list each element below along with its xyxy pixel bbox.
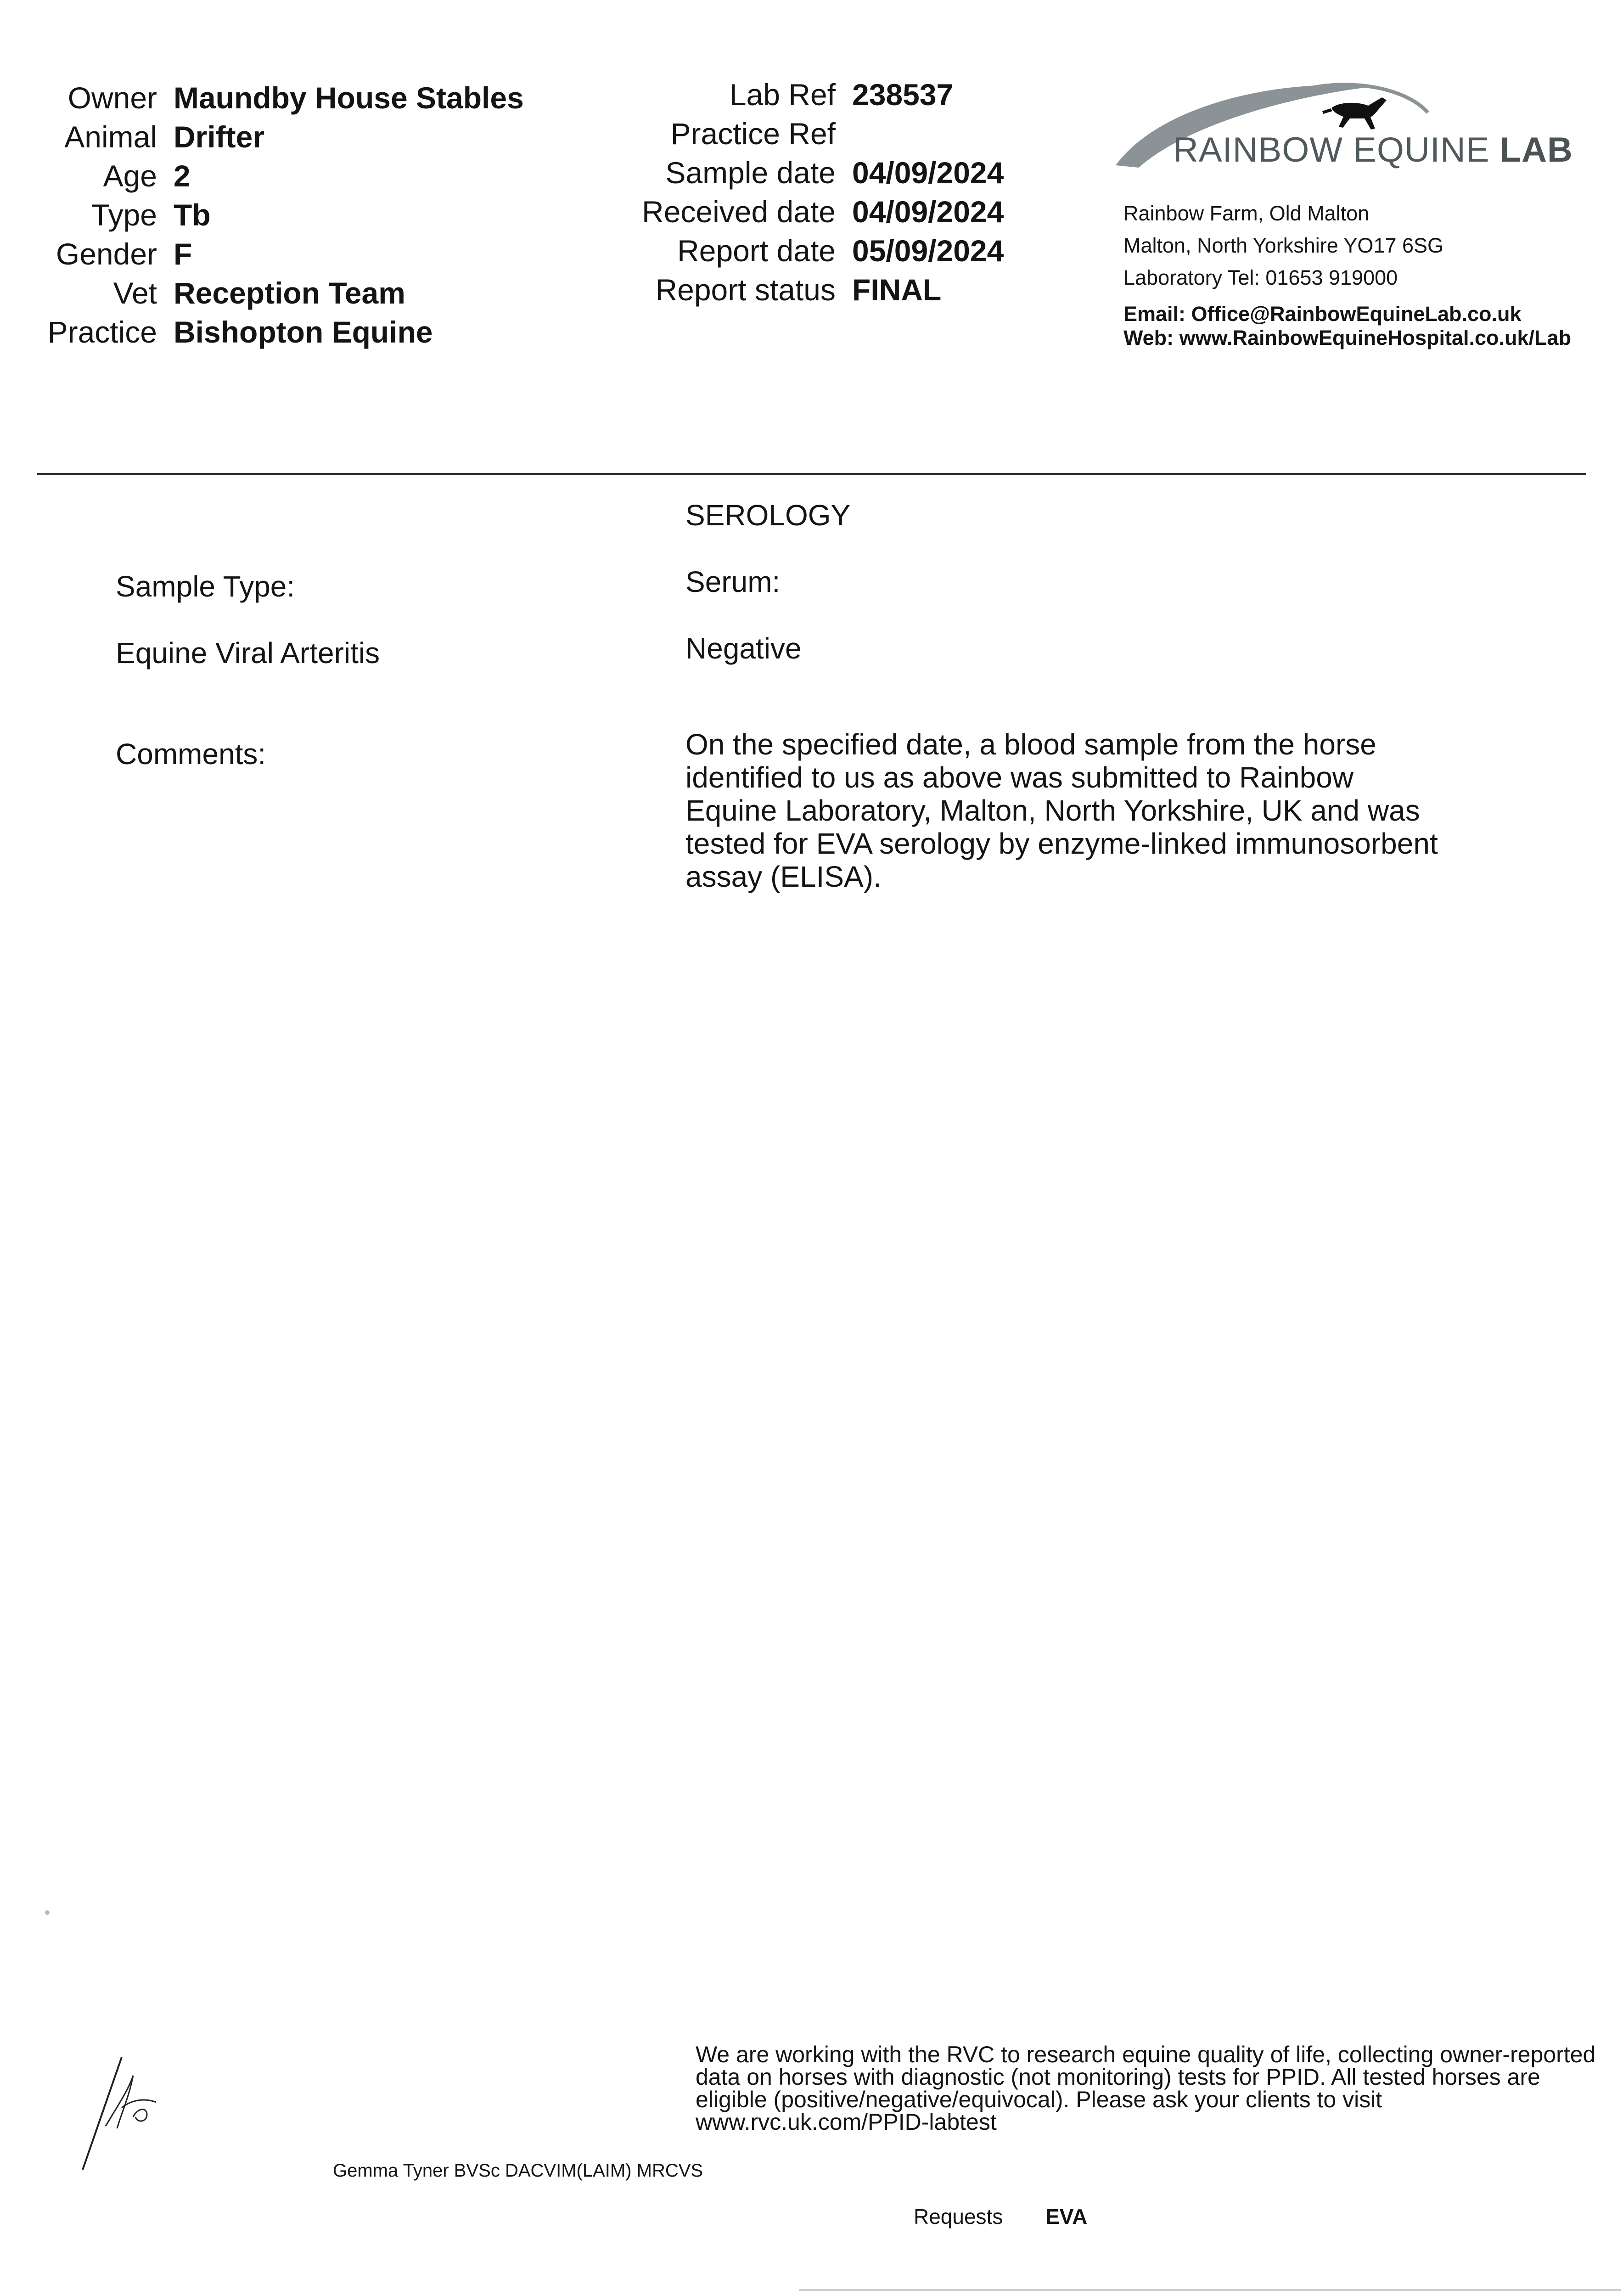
requests-value: EVA [1045,2205,1088,2228]
vet-value: Reception Team [174,276,405,310]
lab-tel: Laboratory Tel: 01653 919000 [1123,266,1398,289]
address-line1: Rainbow Farm, Old Malton [1123,202,1370,225]
scan-mark [45,1910,50,1915]
requests-label: Requests [914,2205,1003,2228]
gender-label: Gender [56,236,157,271]
report-date-label: Report date [677,233,836,268]
report-status-value: FINAL [852,272,942,307]
type-value: Tb [174,197,211,232]
lab-ref-label: Lab Ref [729,77,836,112]
animal-info [37,78,524,351]
horse-icon [1322,97,1387,129]
animal-row [37,117,524,156]
brand-regular: RAINBOW EQUINE [1173,130,1490,169]
owner-row [37,78,524,117]
report-info [627,75,1004,309]
sample-type-label: Sample Type: [116,570,295,603]
age-label: Age [103,158,157,193]
animal-value: Drifter [174,119,265,154]
comments-text: On the specified date, a blood sample from the horse identified to us as above was submitted to Rainbow Equine Laboratory, Malton, North Yorkshire, UK and was tested for EVA serology by enzyme-linked immunosorbent assay (ELISA). [685,728,1438,893]
type-label: Type [91,197,157,232]
lab-email: Email: Office@RainbowEquineLab.co.uk [1123,302,1522,326]
type-row [37,195,524,234]
lab-ref-row [627,75,1004,114]
received-date-label: Received date [642,194,836,229]
practice-ref-label: Practice Ref [670,116,836,151]
practice-label: Practice [47,315,157,349]
brand-bold: LAB [1499,130,1573,169]
signer-name: Gemma Tyner BVSc DACVIM(LAIM) MRCVS [333,2161,703,2181]
practice-ref-row [627,114,1004,153]
section-title: SEROLOGY [685,499,851,532]
rvc-notice: We are working with the RVC to research equine quality of life, collecting owner-reported data on horses with diagnostic (not monitoring) tests for PPID. All tested horses are eligible (positive/negative/equivocal). Please ask your clients to visit www.rvc.uk.com/PPID-labtest [696,2042,1596,2135]
sample-date-row [627,153,1004,192]
sample-date-label: Sample date [665,155,836,190]
lab-ref-value: 238537 [852,77,954,112]
owner-value: Maundby House Stables [174,80,524,115]
age-row [37,156,524,195]
report-status-row [627,270,1004,309]
header-divider [37,473,1586,475]
requests [914,2204,1087,2229]
animal-label: Animal [64,119,157,154]
practice-row [37,312,524,351]
sample-date-value: 04/09/2024 [852,155,1004,190]
received-date-value: 04/09/2024 [852,194,1004,229]
signature-icon [78,2048,184,2172]
report-date-value: 05/09/2024 [852,233,1004,268]
brand-name [1173,130,1573,170]
comments-label: Comments: [116,737,266,771]
test-name: Equine Viral Arteritis [116,636,380,670]
gender-row [37,234,524,273]
report-status-label: Report status [655,272,836,307]
lab-web: Web: www.RainbowEquineHospital.co.uk/Lab [1123,326,1572,349]
bottom-rule [799,2289,1621,2291]
practice-value: Bishopton Equine [174,315,433,349]
lab-address [1123,197,1571,350]
vet-row [37,273,524,312]
age-value: 2 [174,158,191,193]
report-date-row [627,231,1004,270]
received-date-row [627,192,1004,231]
owner-label: Owner [67,80,157,115]
gender-value: F [174,236,192,271]
address-line2: Malton, North Yorkshire YO17 6SG [1123,234,1444,257]
vet-label: Vet [113,276,157,310]
test-result: Negative [685,632,802,665]
sample-type-value: Serum: [685,565,781,598]
